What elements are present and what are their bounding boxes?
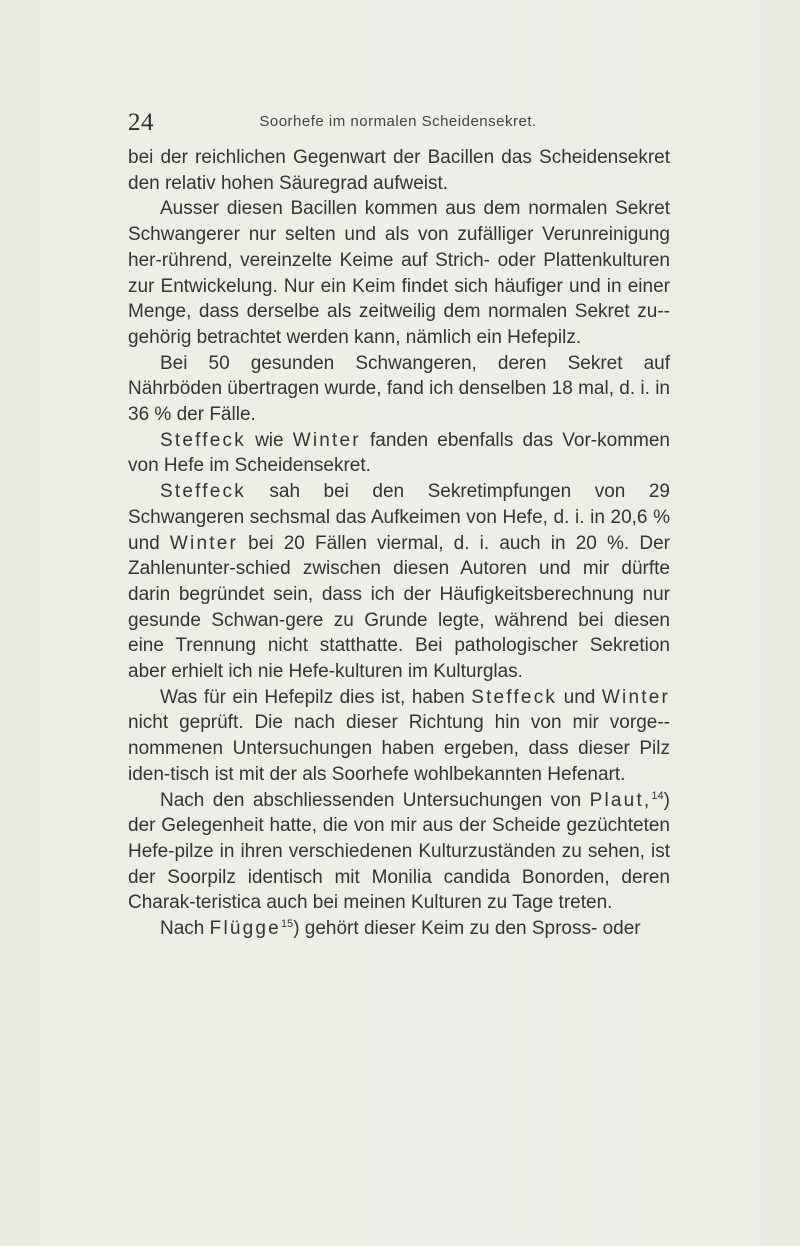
- paragraph-6: [128, 685, 670, 788]
- text-run: bei 20 Fällen viermal, d. i. auch in 20 %: [238, 532, 624, 554]
- author-name: Winter: [292, 429, 361, 451]
- text-run: bei der reichlichen Gegenwart der Bacillen das Scheidensekret den relativ hohen Säuregrad aufweist.: [128, 147, 670, 194]
- paragraph-4: [128, 428, 670, 479]
- text-run: ) der Gelegenheit hatte, die von mir aus der Scheide gezüchteten Hefe-pilze in ihren verschiedenen Kulturzuständen zu sehen, ist der Soorpilz identisch mit Monilia candida Bonorden, deren Charak-teristica auch bei meinen Kulturen zu Tage treten.: [128, 789, 670, 914]
- text-run: Bei 50 gesunden Schwangeren, deren Sekret auf Nährböden übertragen wurde, fand ich denselben 18 mal, d. i. in 36 %: [128, 352, 670, 426]
- paragraph-1: [128, 145, 670, 196]
- text-run: und: [128, 532, 170, 554]
- author-name: Steffeck: [471, 686, 558, 708]
- text-run: und: [557, 686, 602, 708]
- author-name: Steffeck: [160, 429, 246, 451]
- author-name: Winter: [169, 532, 238, 554]
- paragraph-3: [128, 351, 670, 428]
- text-run: ) gehört dieser Keim zu den Spross- oder: [293, 918, 641, 940]
- footnote-ref: 14: [651, 789, 664, 802]
- author-name: Winter: [601, 686, 670, 708]
- text-run: Nach: [160, 918, 210, 940]
- text-run: wie: [245, 429, 293, 451]
- author-name: Plaut,: [589, 789, 652, 811]
- page-number: 24: [128, 109, 154, 136]
- page-header: [128, 108, 668, 138]
- paragraph-2: [128, 196, 670, 350]
- running-title: Soorhefe im normalen Scheidensekret.: [259, 113, 537, 130]
- author-name: Steffeck: [160, 481, 246, 503]
- paragraph-5: [128, 479, 670, 685]
- paragraph-8: [128, 916, 670, 942]
- text-run: sah bei den Sekretimpfungen von 29 Schwangeren sechsmal das Aufkeimen von Hefe, d. i. in 20,6 %: [128, 481, 670, 528]
- text-run: . Der Zahlenunter-schied zwischen diesen Autoren und mir dürfte darin begründet sein, dass ich der Häufigkeitsberechnung nur gesunde Schwan-gere zu Grunde legte, während bei diesen eine Trennung nicht statthatte. Bei pathologischer Sekretion aber erhielt ich nie Hefe-kulturen im Kulturglas.: [128, 532, 670, 683]
- text-run: Was für ein Hefepilz dies ist, haben: [160, 686, 472, 708]
- author-name: Flügge: [209, 918, 281, 940]
- text-run: fanden ebenfalls das Vor-kommen von Hefe im Scheidensekret.: [128, 429, 670, 477]
- text-run: Nach den abschliessenden Untersuchungen von: [160, 789, 590, 811]
- text-run: nicht geprüft. Die nach dieser Richtung hin von mir vorge-nommenen Untersuchungen haben ergeben, dass dieser Pilz iden-tisch ist mit der als Soorhefe wohlbekannten Hefenart.: [128, 712, 670, 785]
- footnote-ref: 15: [280, 918, 294, 931]
- text-run: Ausser diesen Bacillen kommen aus dem normalen Sekret Schwangerer nur selten und als von zufälliger Verunreinigung her-rührend, vereinzelte Keime auf Strich- oder Plattenkulturen zur Entwickelung. Nur ein Keim findet sich häufiger und in einer Menge, dass derselbe als zeitweilig dem normalen Sekret zu-gehörig betrachtet werden kann, nämlich ein Hefepilz.: [128, 198, 670, 348]
- body-text: [128, 145, 670, 942]
- text-run: der Fälle.: [171, 404, 256, 426]
- paragraph-7: [128, 788, 670, 917]
